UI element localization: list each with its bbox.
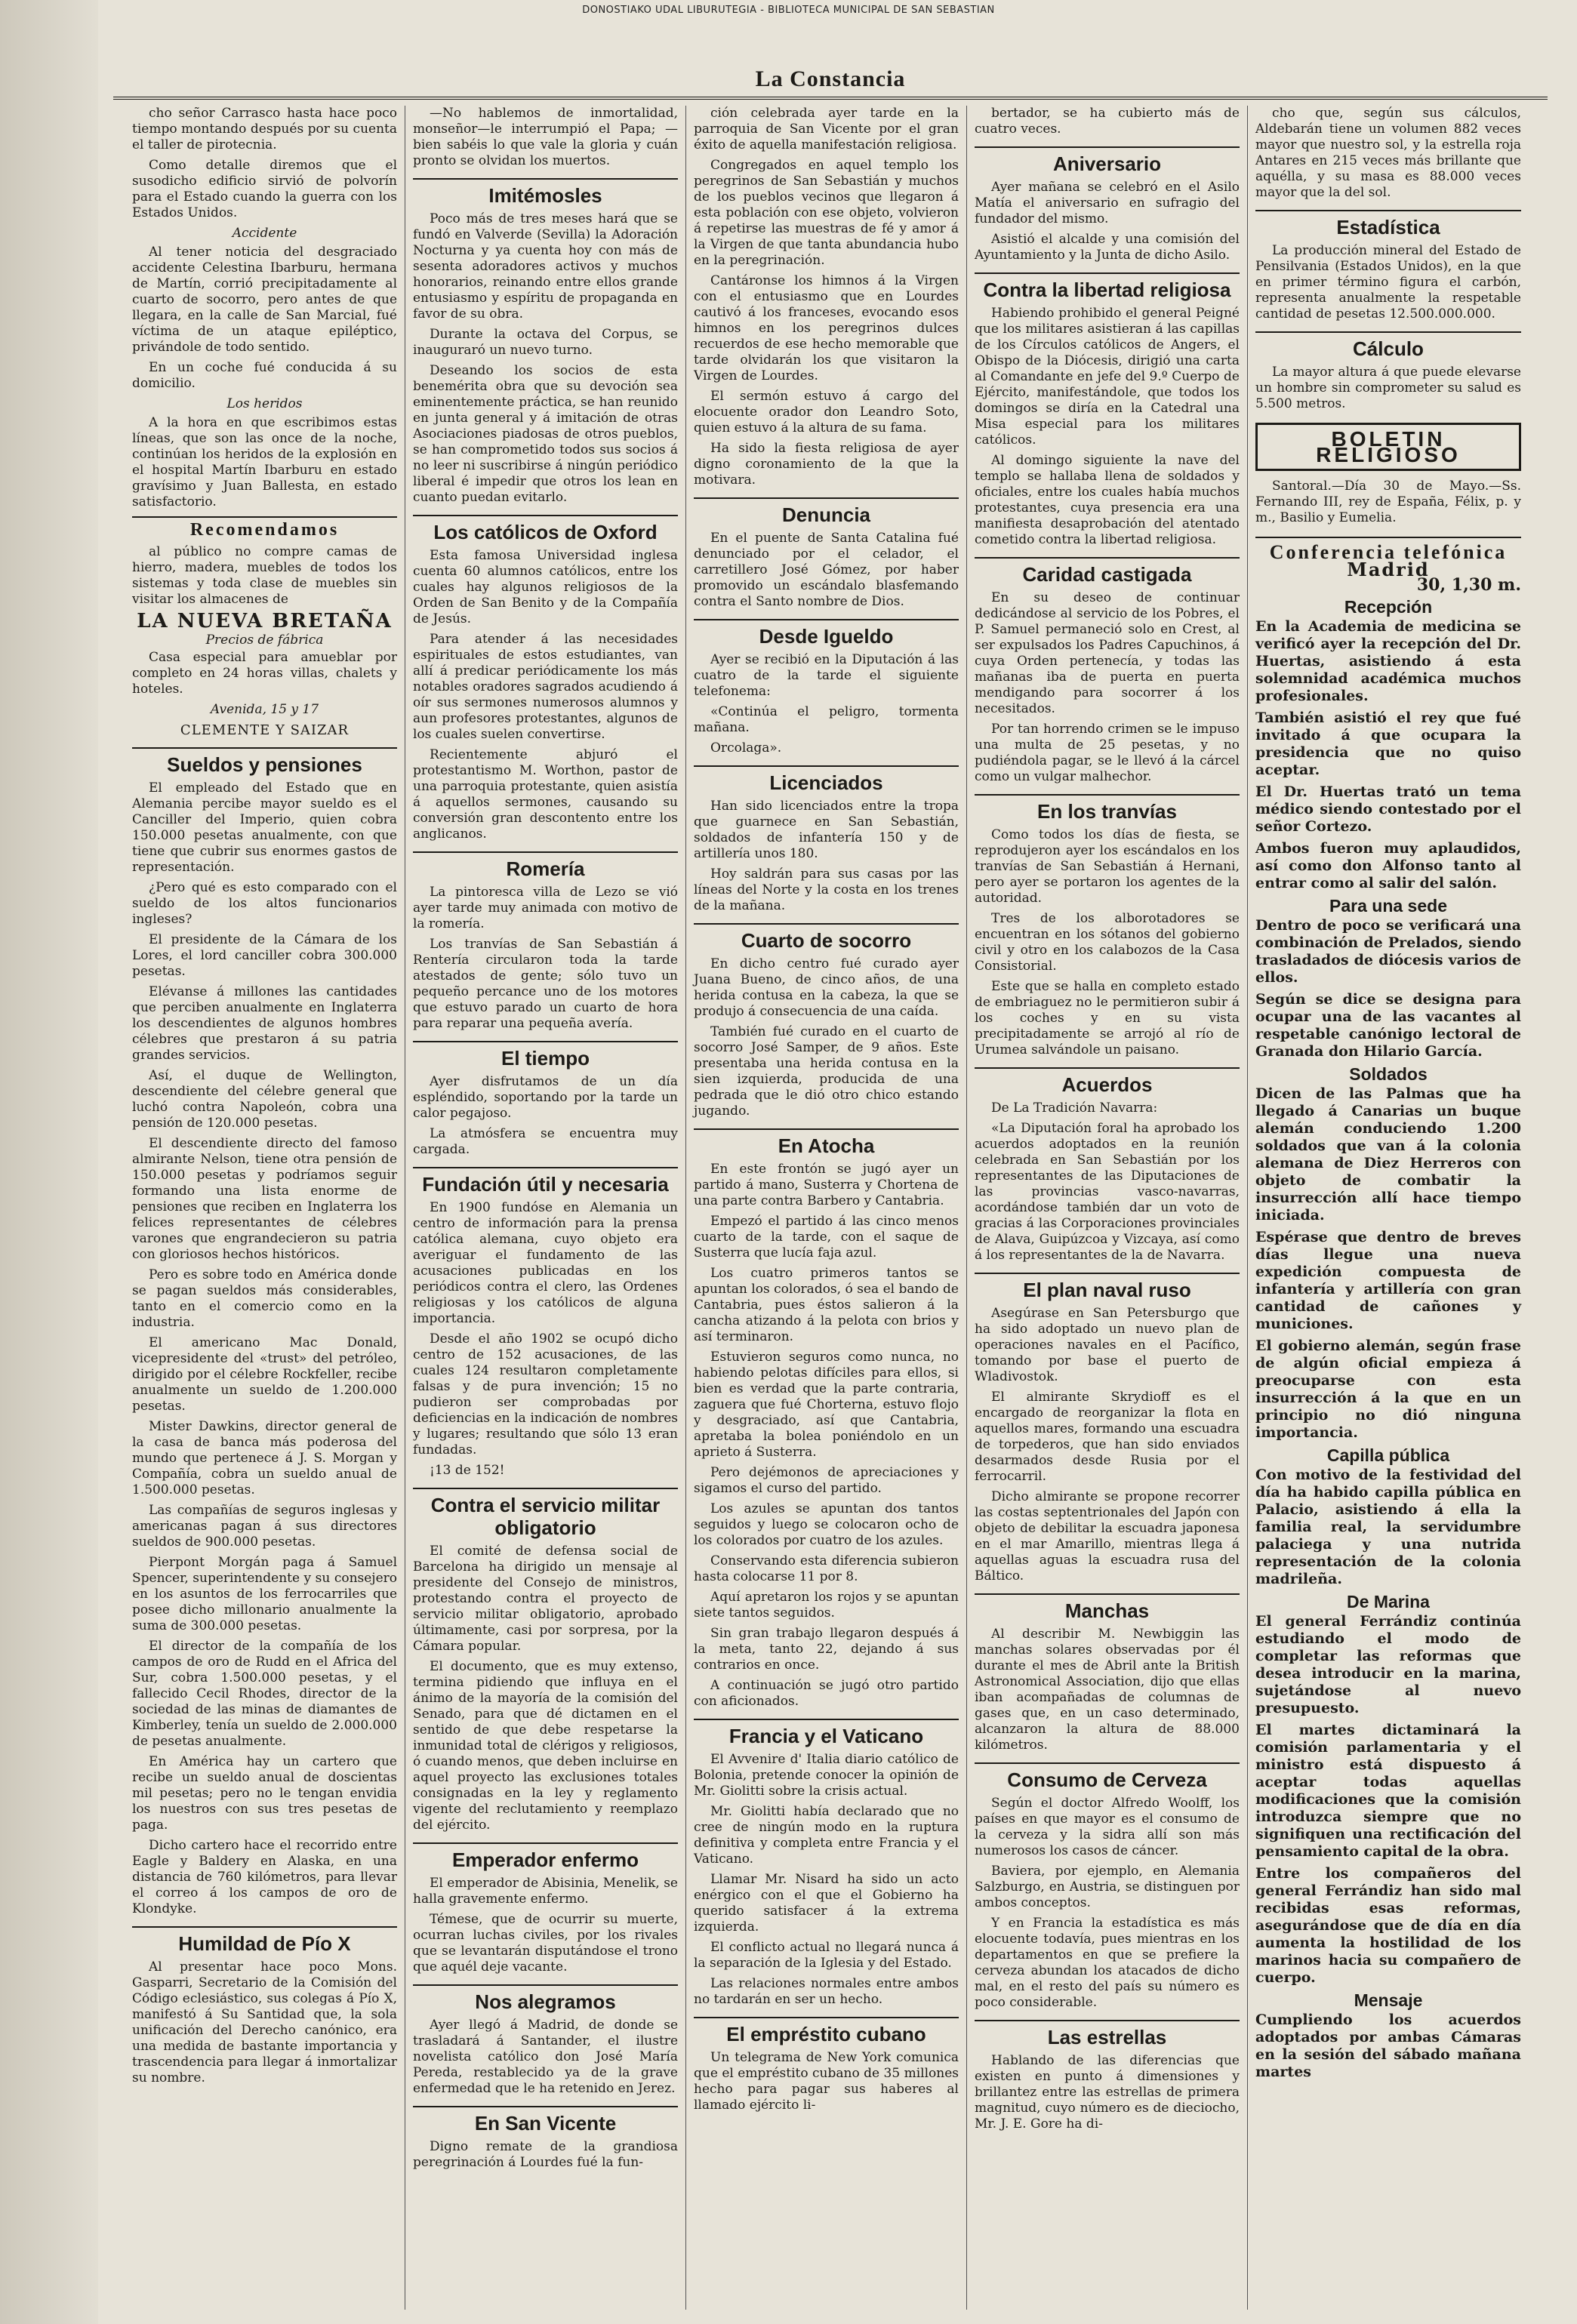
- article-paragraph: El presidente de la Cámara de los Lores, el lord canciller cobra 300.000 pesetas.: [132, 932, 397, 979]
- advertisement-signature: CLEMENTE Y SAIZAR: [180, 722, 350, 738]
- article-paragraph: El emperador de Abisinia, Menelik, se halla gravemente enfermo.: [413, 1876, 678, 1907]
- article-paragraph: Baviera, por ejemplo, en Alemania Salzburgo, en Austria, se distinguen por ambos conceptos.: [975, 1864, 1240, 1910]
- article-paragraph: Y en Francia la estadística es más elocuente todavía, pues mientras en los departamentos en que se prefiere la cerveza abundan los atacados de dicho mal, en el resto del país su número es poco considerable.: [975, 1916, 1240, 2010]
- masthead-rule: [113, 97, 1548, 100]
- column-3: [686, 106, 967, 2310]
- article-heading: Emperador enfermo: [413, 1842, 678, 1871]
- article-paragraph: Recientemente abjuró el protestantismo M. Worthon, pastor de una parroquia protestante, quien asistía á aquellos sermones, causando su conversión gran descontento entre los anglicanos.: [413, 747, 678, 842]
- article-paragraph: Pierpont Morgán paga á Samuel Spencer, superintendente y su consejero en los asuntos de los ferrocarriles que posee dicho millonario anualmente la suma de 300.000 pesetas.: [132, 1555, 397, 1633]
- article-paragraph: La pintoresca villa de Lezo se vió ayer tarde muy animada con motivo de la romería.: [413, 885, 678, 931]
- article-paragraph: Pero es sobre todo en América donde se pagan sueldos más considerables, tanto en el comercio como en la industria.: [132, 1267, 397, 1330]
- article-paragraph: En su deseo de continuar dedicándose al servicio de los Pobres, el P. Samuel permaneció solo en Crest, al ser expulsados los Padres Capuchinos, á cuya Orden pertenecía, y todas las mañanas iba de puerta en puerta mendigando para socorrer á los necesitados.: [975, 590, 1240, 716]
- article-paragraph: Al tener noticia del desgraciado accidente Celestina Ibarburu, hermana de Martín, corrió precipitadamente al cuarto de socorro, pero antes de que llegara, en la calle de San Marcial, fué víctima de un ataque epiléptico, privándole de todo sentido.: [132, 245, 397, 355]
- article-heading: Contra la libertad religiosa: [975, 272, 1240, 301]
- article-paragraph: Aquí apretaron los rojos y se apuntan siete tantos seguidos.: [694, 1590, 959, 1621]
- advertisement-title: Recomendamos: [132, 516, 397, 538]
- article-paragraph: Ayer se recibió en la Diputación á las cuatro de la tarde el siguiente telefonema:: [694, 652, 959, 699]
- article-paragraph: Congregados en aquel templo los peregrinos de San Sebastián y muchos de los pueblos vecinos que llegaron á esta población con ese objeto, volvieron á repetirse las muestras de fé y amor á la Virgen de que tanta abundancia hubo en la peregrinación.: [694, 158, 959, 268]
- article-heading: Nos alegramos: [413, 1984, 678, 2013]
- article-heading: Consumo de Cerveza: [975, 1762, 1240, 1791]
- advertisement-text: al público no compre camas de hierro, madera, muebles de todos los sistemas y toda clase de muebles sin visitar los almacenes de: [132, 544, 397, 607]
- library-header: DONOSTIAKO UDAL LIBURUTEGIA - BIBLIOTECA MUNICIPAL DE SAN SEBASTIAN: [582, 5, 995, 16]
- article-paragraph: Llamar Mr. Nisard ha sido un acto enérgico con el que el Gobierno ha querido satisfacer á la extrema izquierda.: [694, 1872, 959, 1935]
- article-heading: Acuerdos: [975, 1067, 1240, 1096]
- article-heading: En San Vicente: [413, 2106, 678, 2135]
- article-paragraph: La atmósfera se encuentra muy cargada.: [413, 1126, 678, 1157]
- article-paragraph: Santoral.—Día 30 de Mayo.—Ss. Fernando III, rey de España, Félix, p. y m., Basilio y Eumelia.: [1255, 479, 1521, 525]
- article-paragraph: En América hay un cartero que recibe un sueldo anual de doscientas mil pesetas; pero no le tengan envidia los nuestros con sus tres pesetas de paga.: [132, 1754, 397, 1833]
- article-paragraph: ción celebrada ayer tarde en la parroquia de San Vicente por el gran éxito de aquella manifestación religiosa.: [694, 106, 959, 152]
- article-paragraph: Tres de los alborotadores se encuentran en los sótanos del gobierno civil y otro en los calabozos de la Casa Consistorial.: [975, 911, 1240, 974]
- article-paragraph: Orcolaga».: [710, 740, 782, 756]
- column-2: [405, 106, 686, 2310]
- article-paragraph: De La Tradición Navarra:: [991, 1100, 1158, 1116]
- article-paragraph: Ayer mañana se celebró en el Asilo Matía el aniversario en sufragio del fundador del mismo.: [975, 180, 1240, 226]
- article-paragraph: El americano Mac Donald, vicepresidente del «trust» del petróleo, dirigido por el célebre Rockfeller, recibe anualmente un sueldo de 1.200.000 pesetas.: [132, 1335, 397, 1414]
- article-heading: Contra el servicio militar obligatorio: [413, 1488, 678, 1539]
- article-paragraph: —No hablemos de inmortalidad, monseñor—le interrumpió el Papa; —bien sabéis lo que vale la gloria y cuán pronto se olvidan los muertos.: [413, 106, 678, 168]
- article-heading: Romería: [413, 851, 678, 880]
- article-paragraph: Como detalle diremos que el susodicho edificio sirvió de polvorín para el Estado cuando la guerra con los Estados Unidos.: [132, 158, 397, 220]
- article-heading: Humildad de Pío X: [132, 1926, 397, 1955]
- telegram-heading: Soldados: [1349, 1064, 1428, 1084]
- article-heading: Las estrellas: [975, 2020, 1240, 2049]
- article-paragraph: A continuación se jugó otro partido con aficionados.: [694, 1678, 959, 1709]
- article-paragraph: ¿Pero qué es esto comparado con el sueldo de los altos funcionarios ingleses?: [132, 880, 397, 927]
- article-paragraph: Han sido licenciados entre la tropa que guarnece en San Sebastián, soldados de infantería 150 y de artillería unos 180.: [694, 799, 959, 861]
- article-heading: Denuncia: [694, 497, 959, 526]
- article-paragraph: Empezó el partido á las cinco menos cuarto de la tarde, con el saque de Susterra que lucía faja azul.: [694, 1214, 959, 1261]
- article-paragraph: En el puente de Santa Catalina fué denunciado por el celador, el carretillero José Gómez, por haber promovido un escándalo blasfemando contra el Santo nombre de Dios.: [694, 531, 959, 609]
- article-paragraph: El director de la compañía de los campos de oro de Rudd en el Africa del Sur, cobra 1.500.000 pesetas, y el fallecido Cecil Rhodes, director de la sociedad de las minas de diamantes de Kimberley, tenía un sueldo de 2.000.000 de pesetas anualmente.: [132, 1639, 397, 1749]
- article-paragraph: Dicho almirante se propone recorrer las costas septentrionales del Japón con objeto de debilitar la escuadra japonesa en el mar Amarillo, mientras llega á aquellas aguas la escuadra rusa del Báltico.: [975, 1489, 1240, 1584]
- article-paragraph: Al describir M. Newbiggin las manchas solares observadas por él durante el mes de Abril ante la British Astronomical Association, dijo que ellas iban acompañadas de columnas de gases que, en un caso determinado, alcanzaron la altura de 88.000 kilómetros.: [975, 1627, 1240, 1753]
- article-paragraph: Este que se halla en completo estado de embriaguez no le permitieron subir á los coches y en su vista precipitadamente se arrojó al río de Urumea salvándole un paisano.: [975, 979, 1240, 1057]
- article-paragraph: En dicho centro fué curado ayer Juana Bueno, de cinco años, de una herida contusa en la cabeza, la que se produjo á consecuencia de una caída.: [694, 956, 959, 1019]
- article-paragraph: Poco más de tres meses hará que se fundó en Valverde (Sevilla) la Adoración Nocturna y ya cuenta hoy con más de sesenta adoradores activos y muchos honorarios, reinando entre ellos grande entusiasmo y espíritu de propaganda en favor de su obra.: [413, 211, 678, 322]
- telegram-paragraph: El martes dictaminará la comisión parlamentaria y el ministro está dispuesto á aceptar todas aquellas modificaciones que la comisión introduzca siempre que no signifiquen una rectificación del pensamiento capital de la obra.: [1255, 1722, 1521, 1860]
- article-paragraph: Las relaciones normales entre ambos no tardarán en ser un hecho.: [694, 1976, 959, 2007]
- article-heading: El plan naval ruso: [975, 1273, 1240, 1301]
- article-paragraph: Los azules se apuntan dos tantos seguidos y luego se colocaron ocho de los colorados por cuatro de los azules.: [694, 1501, 959, 1548]
- article-paragraph: Ayer llegó á Madrid, de donde se trasladará á Santander, el ilustre novelista católico don José María Pereda, restablecido ya de la grave enfermedad que le ha retenido en Jerez.: [413, 2018, 678, 2096]
- article-paragraph: Conservando esta diferencia subieron hasta colocarse 11 por 8.: [694, 1553, 959, 1584]
- article-paragraph: Sin gran trabajo llegaron después á la meta, tanto 22, dejando á sus contrarios en once.: [694, 1626, 959, 1673]
- article-heading: Desde Igueldo: [694, 619, 959, 648]
- column-1: [125, 106, 405, 2310]
- article-paragraph: Según el doctor Alfredo Woolff, los países en que mayor es el consumo de la cerveza y la sidra allí son más numerosos los casos de cáncer.: [975, 1796, 1240, 1858]
- advertisement-address: Avenida, 15 y 17: [210, 702, 319, 717]
- article-heading: Francia y el Vaticano: [694, 1719, 959, 1747]
- article-paragraph: ¡13 de 152!: [430, 1463, 505, 1478]
- article-paragraph: Ayer disfrutamos de un día espléndido, soportando por la tarde un calor pegajoso.: [413, 1074, 678, 1121]
- article-paragraph: La mayor altura á que puede elevarse un hombre sin comprometer su salud es 5.500 metros.: [1255, 365, 1521, 411]
- article-paragraph: El comité de defensa social de Barcelona ha dirigido un mensaje al presidente del Consejo de ministros, protestando contra el proyecto de servicio militar obligatorio, aprobado últimamente, casi por sorpresa, por la Cámara popular.: [413, 1544, 678, 1654]
- article-paragraph: Digno remate de la grandiosa peregrinación á Lourdes fué la fun-: [413, 2139, 678, 2170]
- article-paragraph: El descendiente directo del famoso almirante Nelson, tiene otra pensión de 150.000 pesetas y podríamos seguir formando una lista enorme de pensiones que reciben en Inglaterra los felices representantes de célebres varones que engrandecieron su patria con gloriosos hechos históricos.: [132, 1136, 397, 1262]
- article-heading: Cuarto de socorro: [694, 923, 959, 952]
- article-paragraph: Un telegrama de New York comunica que el empréstito cubano de 35 millones hecho para pagar sus haberes al llamado ejército li-: [694, 2050, 959, 2113]
- article-paragraph: «Continúa el peligro, tormenta mañana.: [694, 704, 959, 735]
- article-paragraph: El empleado del Estado que en Alemania percibe mayor sueldo es el Canciller del Imperio, quien cobra 150.000 pesetas anualmente, con que tiene que cubrir sus enormes gastos de representación.: [132, 780, 397, 875]
- telegram-paragraph: Ambos fueron muy aplaudidos, así como don Alfonso tanto al entrar como al salir del salón.: [1255, 840, 1521, 891]
- telegram-paragraph: El Dr. Huertas trató un tema médico siendo contestado por el señor Cortezo.: [1255, 783, 1521, 835]
- article-paragraph: Cantáronse los himnos á la Virgen con el entusiasmo que en Lourdes cautivó á los franceses, evocando esos himnos en los peregrinos dulces recuerdos de ese hecho memorable que tarde olvidarán los que visitaron la Virgen de Lourdes.: [694, 273, 959, 383]
- article-paragraph: A la hora en que escribimos estas líneas, que son las once de la noche, continúan los heridos de la explosión en el hospital Martín Ibarburu en estado gravísimo y Juan Ballesta, en estado satisfactorio.: [132, 415, 397, 509]
- telegram-heading: Recepción: [1344, 597, 1433, 617]
- article-heading: El empréstito cubano: [694, 2017, 959, 2045]
- article-heading: El tiempo: [413, 1041, 678, 1070]
- telegram-paragraph: Según se dice se designa para ocupar una de las vacantes al respetable canónigo lectoral de Granada don Hilario García.: [1255, 991, 1521, 1060]
- article-paragraph: cho señor Carrasco hasta hace poco tiempo montando después por su cuenta el taller de pirotecnia.: [132, 106, 397, 152]
- telegram-heading: De Marina: [1347, 1592, 1430, 1611]
- article-heading: Licenciados: [694, 765, 959, 794]
- telegram-heading: Mensaje: [1354, 1990, 1423, 2010]
- article-paragraph: Mister Dawkins, director general de la casa de banca más poderosa del mundo que pertenece á J. S. Morgan y Compañía, cobra un sueldo anual de 1.500.000 pesetas.: [132, 1419, 397, 1498]
- telegram-paragraph: Cumpliendo los acuerdos adoptados por ambas Cámaras en la sesión del sábado mañana martes: [1255, 2012, 1521, 2080]
- article-paragraph: En 1900 fundóse en Alemania un centro de información para la prensa católica alemana, cuyo objeto era averiguar el fundamento de las acusaciones publicadas en los periódicos contra el clero, las Ordenes religiosas y los católicos de alguna importancia.: [413, 1200, 678, 1326]
- conference-date: 30, 1,30 m.: [1416, 575, 1521, 595]
- article-paragraph: Dicho cartero hace el recorrido entre Eagle y Baldery en Alaska, en una distancia de 760 kilómetros, para llevar el correo á los campos de oro de Klondyke.: [132, 1838, 397, 1916]
- article-paragraph: En este frontón se jugó ayer un partido á mano, Susterra y Chortena de una parte contra Barbero y Cantabria.: [694, 1162, 959, 1208]
- article-paragraph: El almirante Skrydioff es el encargado de reorganizar la flota en aquellos mares, formando una escuadra de torpederos, que han sido enviados desarmados desde Rusia por el ferrocarril.: [975, 1390, 1240, 1484]
- article-heading: Los católicos de Oxford: [413, 515, 678, 543]
- telegram-paragraph: Dentro de poco se verificará una combinación de Prelados, siendo trasladados de diócesis varios de ellos.: [1255, 917, 1521, 986]
- article-paragraph: Mr. Giolitti había declarado que no cree de ningún modo en la ruptura definitiva y completa entre Francia y el Vaticano.: [694, 1804, 959, 1867]
- article-paragraph: Para atender á las necesidades espirituales de estos estudiantes, van allí á predicar periódicamente los más notables oradores sagrados acudiendo á oír sus sermones numerosos alumnos y aun profesores protestantes, algunos de los cuales suelen convertirse.: [413, 632, 678, 742]
- article-paragraph: También fué curado en el cuarto de socorro José Samper, de 9 años. Este presentaba una herida contusa en la sien izquierda, producida de una pedrada que le dió otro chico estando jugando.: [694, 1024, 959, 1119]
- article-paragraph: «La Diputación foral ha aprobado los acuerdos adoptados en la reunión celebrada en San Sebastián por los representantes de las Diputaciones de las provincias vasco-navarras, acordándose también dar un voto de gracias á las Corporaciones provinciales de Alava, Guipúzcoa y Vizcaya, así como á los representantes de la de Navarra.: [975, 1121, 1240, 1263]
- telegram-heading: Para una sede: [1329, 896, 1447, 916]
- telegram-heading: Capilla pública: [1326, 1445, 1450, 1465]
- article-heading: Aniversario: [975, 146, 1240, 175]
- telegram-paragraph: También asistió el rey que fué invitado á que ocupara la presidencia que no quiso aceptar.: [1255, 710, 1521, 778]
- article-paragraph: Los tranvías de San Sebastián á Rentería circularon toda la tarde atestados de gente; sólo tuvo un pequeño percance uno de los motores que estuvo parado un cuarto de hora para reparar una pequeña avería.: [413, 937, 678, 1031]
- article-paragraph: La producción mineral del Estado de Pensilvania (Estados Unidos), en la que en primer término figura el carbón, representa anualmente la respetable cantidad de pesetas 12.500.000.000.: [1255, 243, 1521, 322]
- article-paragraph: Las compañías de seguros inglesas y americanas pagan á sus directores sueldos de 900.000 pesetas.: [132, 1503, 397, 1550]
- telegram-paragraph: Dicen de las Palmas que ha llegado á Canarias un buque alemán conduciendo 1.200 soldados que van á la colonia alemana de Diez Herreros con objeto de combatir la insurrección allí hace tiempo iniciada.: [1255, 1085, 1521, 1224]
- article-paragraph: El sermón estuvo á cargo del elocuente orador don Leandro Soto, quien estuvo á la altura de su fama.: [694, 389, 959, 436]
- advertisement-store-name: LA NUEVA BRETAÑA: [137, 610, 393, 633]
- article-paragraph: El documento, que es muy extenso, termina pidiendo que influya en el ánimo de la mayoría de la comisión del Senado, para que dé dictamen en el sentido de que debe respetarse la inmunidad total de clérigos y religiosos, ó cuando menos, que deben incluirse en aquel proyecto las exclusiones totales consignadas en la ley y reglamento vigente del reclutamiento y reemplazo del ejército.: [413, 1659, 678, 1833]
- article-paragraph: Deseando los socios de esta benemérita obra que su devoción sea eminentemente práctica, se han reunido en junta general y á imitación de otras Asociaciones piadosas de otros pueblos, se han comprometido todos sus socios á no leer ni suscribirse á ningún periódico liberal é impedir que otros los lean en cuanto puedan evitarlo.: [413, 363, 678, 505]
- article-paragraph: Los cuatro primeros tantos se apuntan los colorados, ó sea el bando de Cantabria, pues éstos salieron á la cancha atizando á la pelota con brios y así terminaron.: [694, 1266, 959, 1344]
- advertisement-body: Casa especial para amueblar por completo en 24 horas villas, chalets y hoteles.: [132, 650, 397, 697]
- article-heading: Cálculo: [1255, 331, 1521, 360]
- telegram-paragraph: El gobierno alemán, según frase de algún oficial empieza á preocuparse con esta insurrección á la que en un principio no dió ninguna importancia.: [1255, 1337, 1521, 1441]
- scan-margin: [0, 0, 98, 2324]
- article-subheading: Accidente: [232, 226, 297, 241]
- newspaper-columns: [125, 106, 1544, 2310]
- article-paragraph: Pero dejémonos de apreciaciones y sigamos el curso del partido.: [694, 1465, 959, 1496]
- article-paragraph: Habiendo prohibido el general Peigné que los militares asistieran á las capillas de los Círculos católicos de Angers, el Obispo de la Diócesis, dirigió una carta al Comandante en jefe del 9.º Cuerpo de Ejército, manifestándole, que todos los domingos se diría en la Catedral una Misa especial para los militares católicos.: [975, 306, 1240, 448]
- telegram-paragraph: El general Ferrándiz continúa estudiando el modo de completar las reformas que desea introducir en la marina, sujetándose al nuevo presupuesto.: [1255, 1613, 1521, 1716]
- article-heading: Manchas: [975, 1593, 1240, 1622]
- article-paragraph: Esta famosa Universidad inglesa cuenta 60 alumnos católicos, entre los cuales hay algunos religiosos de la Orden de San Benito y de la Compañía de Jesús.: [413, 548, 678, 626]
- article-paragraph: cho que, según sus cálculos, Aldebarán tiene un volumen 882 veces mayor que nuestro sol, y la estrella roja Antares en 215 veces más brillante que aquélla, y su masa es 88.000 veces mayor que la del sol.: [1255, 106, 1521, 200]
- article-paragraph: Ha sido la fiesta religiosa de ayer digno coronamiento de la que la motivara.: [694, 441, 959, 488]
- article-heading: Estadística: [1255, 210, 1521, 239]
- article-heading: En Atocha: [694, 1128, 959, 1157]
- article-paragraph: Asegúrase en San Petersburgo que ha sido adoptado un nuevo plan de operaciones navales en el Pacífico, tomando por base el puerto de Wladivostok.: [975, 1306, 1240, 1384]
- article-paragraph: bertador, se ha cubierto más de cuatro veces.: [975, 106, 1240, 137]
- article-paragraph: Así, el duque de Wellington, descendiente del célebre general que luchó contra Napoleón, cobra una pensión de 120.000 pesetas.: [132, 1068, 397, 1131]
- telegram-paragraph: Entre los compañeros del general Ferrándiz han sido mal recibidas esas reformas, asegurándose que de día en día aumenta la hostilidad de los marinos hacia su compañero de cuerpo.: [1255, 1865, 1521, 1986]
- column-5: [1248, 106, 1529, 2310]
- article-subheading: Los heridos: [226, 396, 303, 411]
- article-paragraph: El conflicto actual no llegará nunca á la separación de la Iglesia y del Estado.: [694, 1940, 959, 1971]
- article-paragraph: Hoy saldrán para sus casas por las líneas del Norte y la costa en los trenes de la mañana.: [694, 866, 959, 913]
- article-paragraph: Asistió el alcalde y una comisión del Ayuntamiento y la Junta de dicho Asilo.: [975, 232, 1240, 263]
- telegram-paragraph: Con motivo de la festividad del día ha habido capilla pública en Palacio, asistiendo á ella la familia real, la servidumbre palaciega y una nutrida representación de la colonia madrileña.: [1255, 1467, 1521, 1587]
- article-paragraph: Al presentar hace poco Mons. Gasparri, Secretario de la Comisión del Código eclesiástico, sus colegas á Pío X, manifestó á Su Santidad que, la sola unificación del Derecho canónico, era una medida de bastante importancia y trascendencia para llegar á inmortalizar su nombre.: [132, 1959, 397, 2085]
- article-heading: Imitémosles: [413, 178, 678, 207]
- article-heading: Sueldos y pensiones: [132, 747, 397, 776]
- article-paragraph: Por tan horrendo crimen se le impuso una multa de 25 pesetas, y no pudiéndola pagar, se le llevó á la cárcel como un vulgar malhechor.: [975, 722, 1240, 784]
- article-paragraph: Elévanse á millones las cantidades que perciben anualmente en Inglaterra los descendientes de algunos hombres célebres que prestaron á su patria grandes servicios.: [132, 984, 397, 1063]
- article-paragraph: Al domingo siguiente la nave del templo se hallaba llena de soldados y oficiales, entre los cuales había muchos protestantes, cuya presencia era una manifiesta desaprobación del atentado cometido contra la libertad religiosa.: [975, 453, 1240, 547]
- newspaper-masthead: La Constancia: [755, 66, 906, 91]
- conference-title: Conferencia telefónica: [1255, 537, 1521, 560]
- article-paragraph: Durante la octava del Corpus, se inauguraró un nuevo turno.: [413, 327, 678, 358]
- article-paragraph: Estuvieron seguros como nunca, no habiendo pelotas difíciles para ellos, si bien es verdad que la parte contraria, zaguera que fué Chorterna, estuvo flojo y desgraciado, así que Cantabria, apretaba la bolea poniéndolo en un aprieto á Susterra.: [694, 1350, 959, 1460]
- article-paragraph: Hablando de las diferencias que existen en punto á dimensiones y brillantez entre las estrellas de primera magnitud, cuyo número es de dieciocho, Mr. J. E. Gore ha di-: [975, 2053, 1240, 2132]
- advertisement-prices: Precios de fábrica: [205, 633, 324, 648]
- article-heading: Fundación útil y necesaria: [413, 1167, 678, 1196]
- article-paragraph: En un coche fué conducida á su domicilio.: [132, 360, 397, 391]
- boletin-religioso-banner: BOLETIN RELIGIOSO: [1255, 423, 1521, 471]
- article-heading: Caridad castigada: [975, 557, 1240, 586]
- column-4: [967, 106, 1248, 2310]
- telegram-paragraph: Espérase que dentro de breves días llegue una nueva expedición compuesta de infantería y artillería con gran cantidad de cañones y municiones.: [1255, 1229, 1521, 1332]
- article-paragraph: Desde el año 1902 se ocupó dicho centro de 152 acusaciones, de las cuales 124 resultaron completamente falsas y de pura invención; 15 no pudieron ser comprobadas por deficiencias en la indicación de nombres y lugares; resultando que sólo 13 eran fundadas.: [413, 1331, 678, 1458]
- conference-city: Madrid: [1347, 559, 1430, 580]
- article-paragraph: Como todos los días de fiesta, se reprodujeron ayer los escándalos en los tranvías de San Sebastián á Hernani, pero ayer se portaron los agentes de la autoridad.: [975, 827, 1240, 906]
- article-paragraph: El Avvenire d' Italia diario católico de Bolonia, pretende conocer la opinión de Mr. Giolitti sobre la crisis actual.: [694, 1752, 959, 1799]
- telegram-paragraph: En la Academia de medicina se verificó ayer la recepción del Dr. Huertas, asistiendo á esta solemnidad académica muchos profesionales.: [1255, 618, 1521, 704]
- article-paragraph: Témese, que de ocurrir su muerte, ocurran luchas civiles, por los rivales que se levantarán disputándose el trono que aquél deje vacante.: [413, 1912, 678, 1975]
- article-heading: En los tranvías: [975, 794, 1240, 823]
